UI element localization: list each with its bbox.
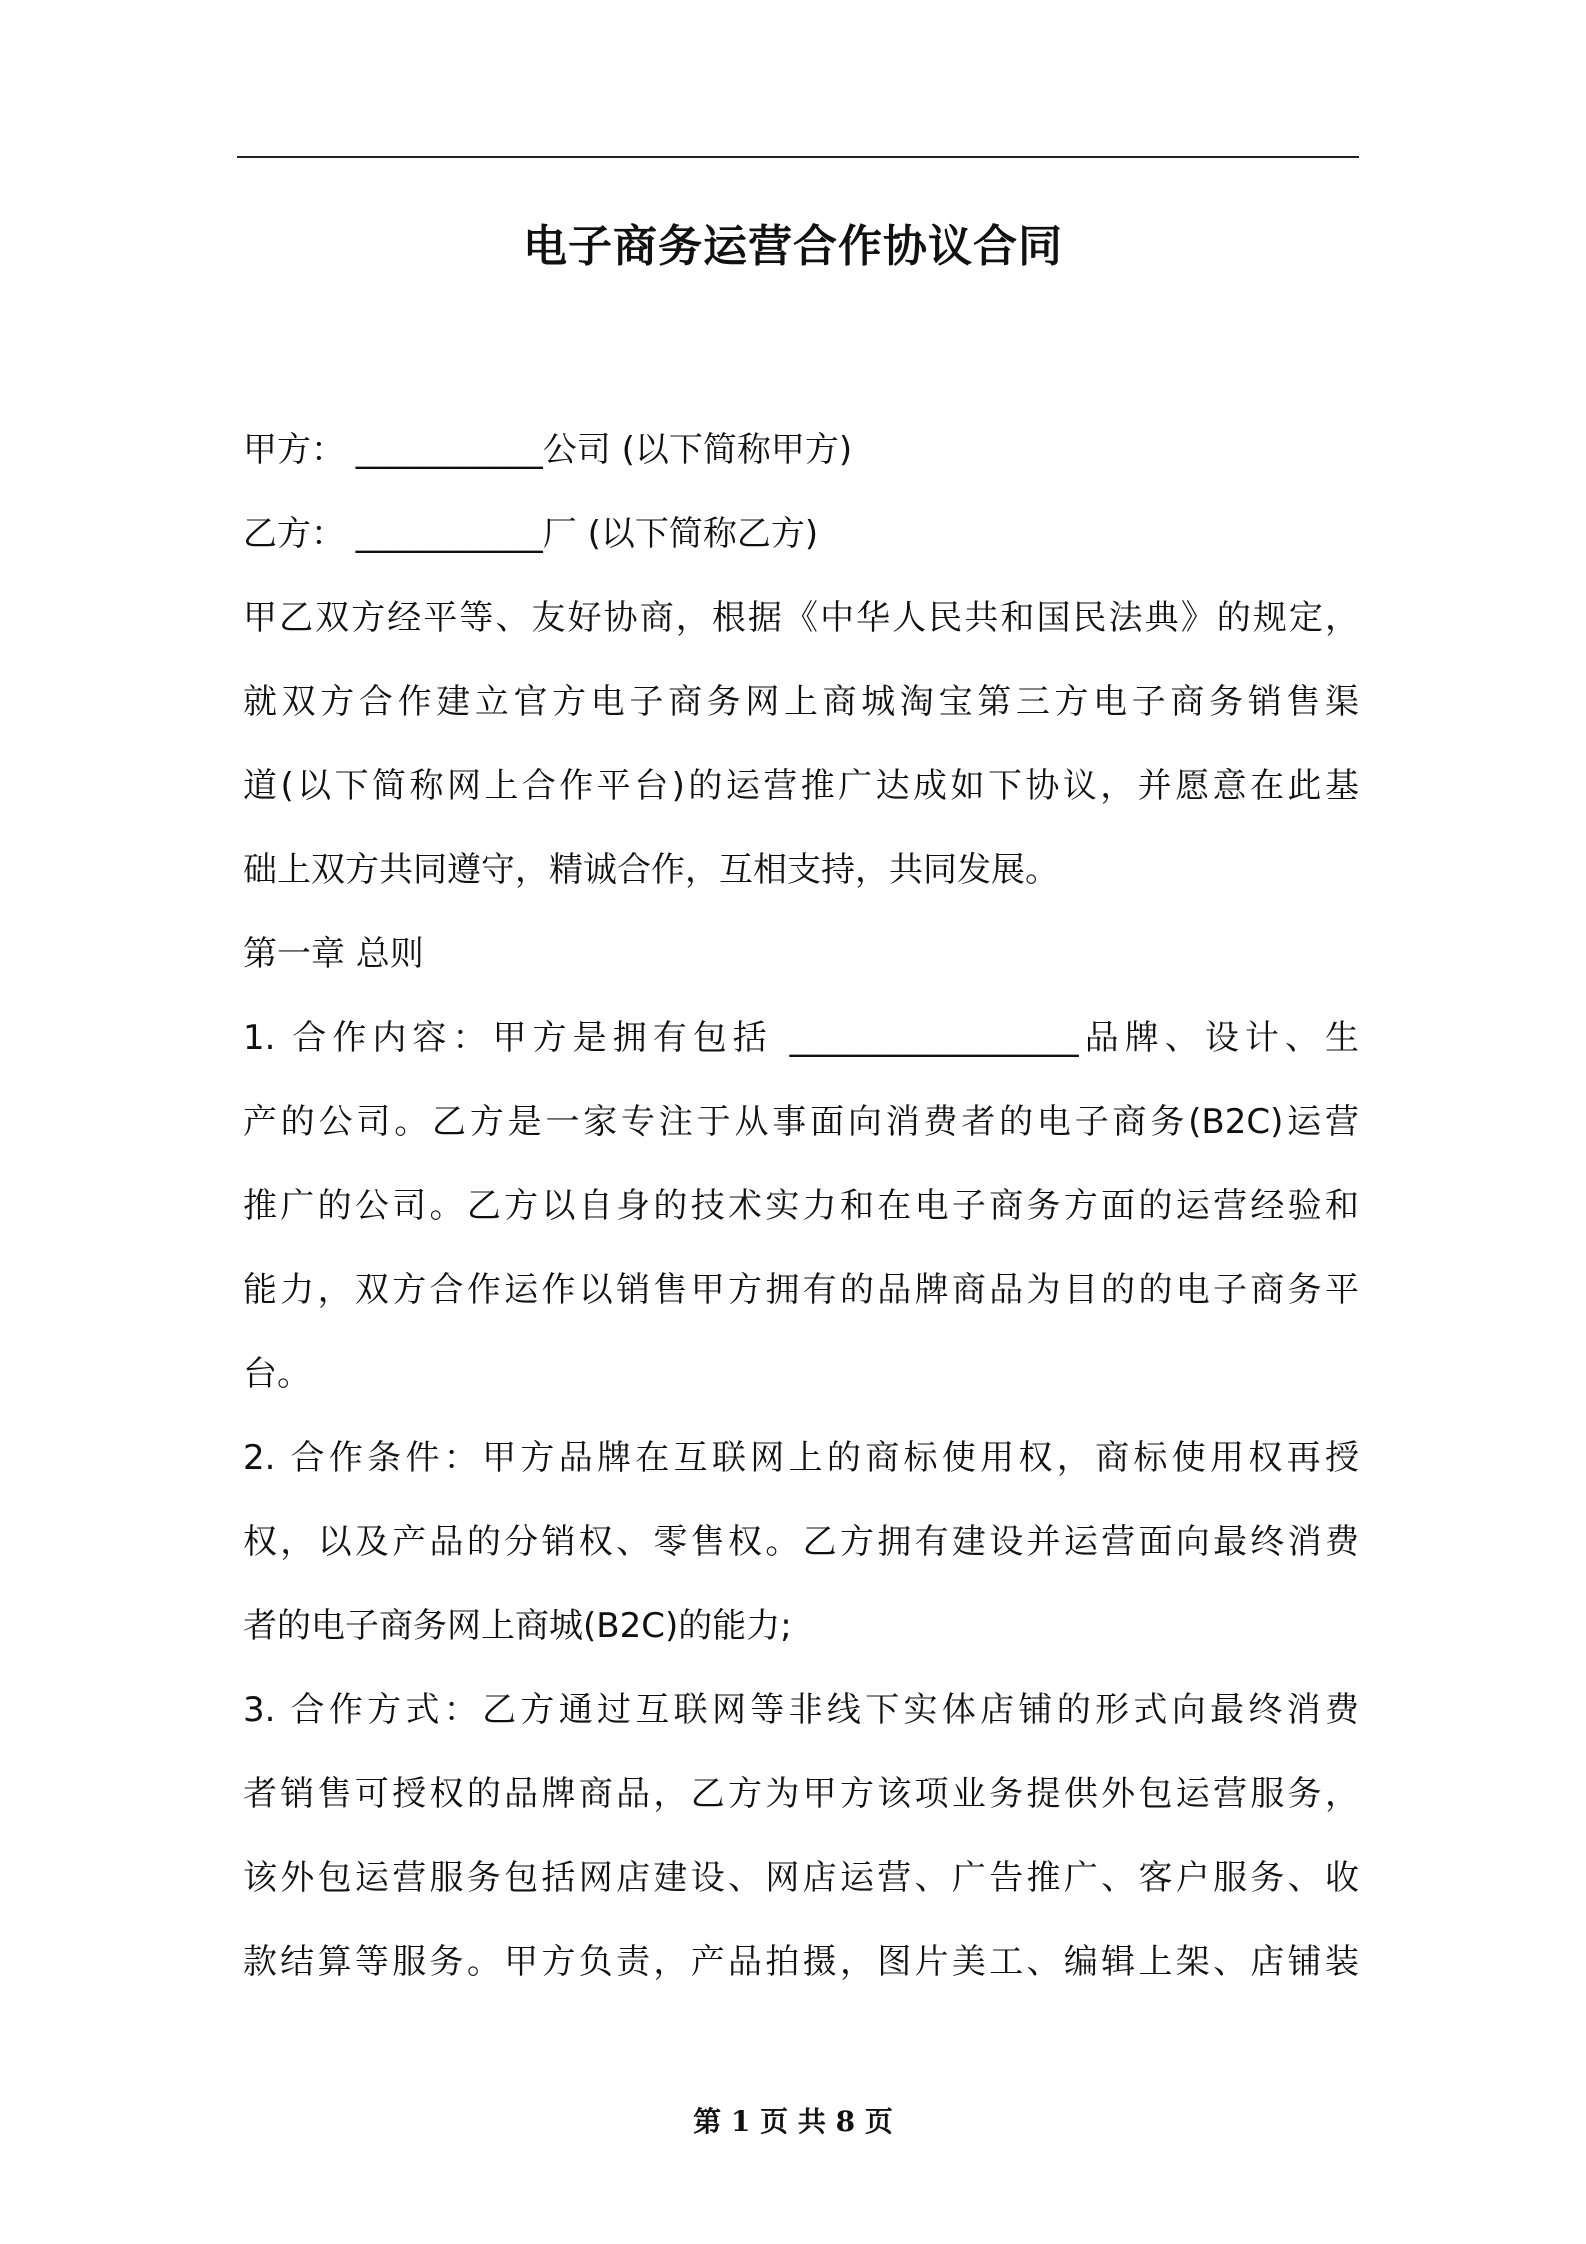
preamble-line-3: 道(以下简称网上合作平台)的运营推广达成如下协议，并愿意在此基 [243, 766, 1359, 806]
clause-1-line-5: 台。 [243, 1354, 311, 1394]
page-footer: 第 1 页 共 8 页 [693, 2105, 893, 2138]
clause-1-line-2: 产的公司。乙方是一家专注于从事面向消费者的电子商务(B2C)运营 [243, 1102, 1359, 1142]
preamble-line-2: 就双方合作建立官方电子商务网上商城淘宝第三方电子商务销售渠 [243, 682, 1359, 722]
clause-1-line-1: 1. 合作内容：甲方是拥有包括 _________________品牌、设计、生 [243, 1018, 1359, 1058]
clause-3-line-1: 3. 合作方式：乙方通过互联网等非线下实体店铺的形式向最终消费 [243, 1690, 1359, 1730]
clause-3-line-4: 款结算等服务。甲方负责，产品拍摄，图片美工、编辑上架、店铺装 [243, 1942, 1359, 1982]
preamble-line-1: 甲乙双方经平等、友好协商，根据《中华人民共和国民法典》的规定， [243, 598, 1359, 638]
clause-1-line-3: 推广的公司。乙方以自身的技术实力和在电子商务方面的运营经验和 [243, 1186, 1359, 1226]
chapter-heading: 第一章 总则 [243, 934, 424, 974]
clause-2-line-2: 权，以及产品的分销权、零售权。乙方拥有建设并运营面向最终消费 [243, 1522, 1359, 1562]
clause-2-line-1: 2. 合作条件：甲方品牌在互联网上的商标使用权，商标使用权再授 [243, 1438, 1359, 1478]
preamble-line-4: 础上双方共同遵守，精诚合作，互相支持，共同发展。 [243, 850, 1059, 890]
clause-2-line-3: 者的电子商务网上商城(B2C)的能力; [243, 1606, 792, 1646]
clause-1-line-4: 能力，双方合作运作以销售甲方拥有的品牌商品为目的的电子商务平 [243, 1270, 1359, 1310]
party-b-line: 乙方： ___________厂 (以下简称乙方) [243, 514, 819, 554]
contract-body [243, 408, 1359, 2004]
header-rule [237, 156, 1359, 158]
clause-3-line-2: 者销售可授权的品牌商品，乙方为甲方该项业务提供外包运营服务， [243, 1774, 1359, 1814]
party-a-line: 甲方： ___________公司 (以下简称甲方) [243, 430, 853, 470]
clause-3-line-3: 该外包运营服务包括网店建设、网店运营、广告推广、客户服务、收 [243, 1858, 1359, 1898]
page-title: 电子商务运营合作协议合同 [523, 221, 1063, 272]
